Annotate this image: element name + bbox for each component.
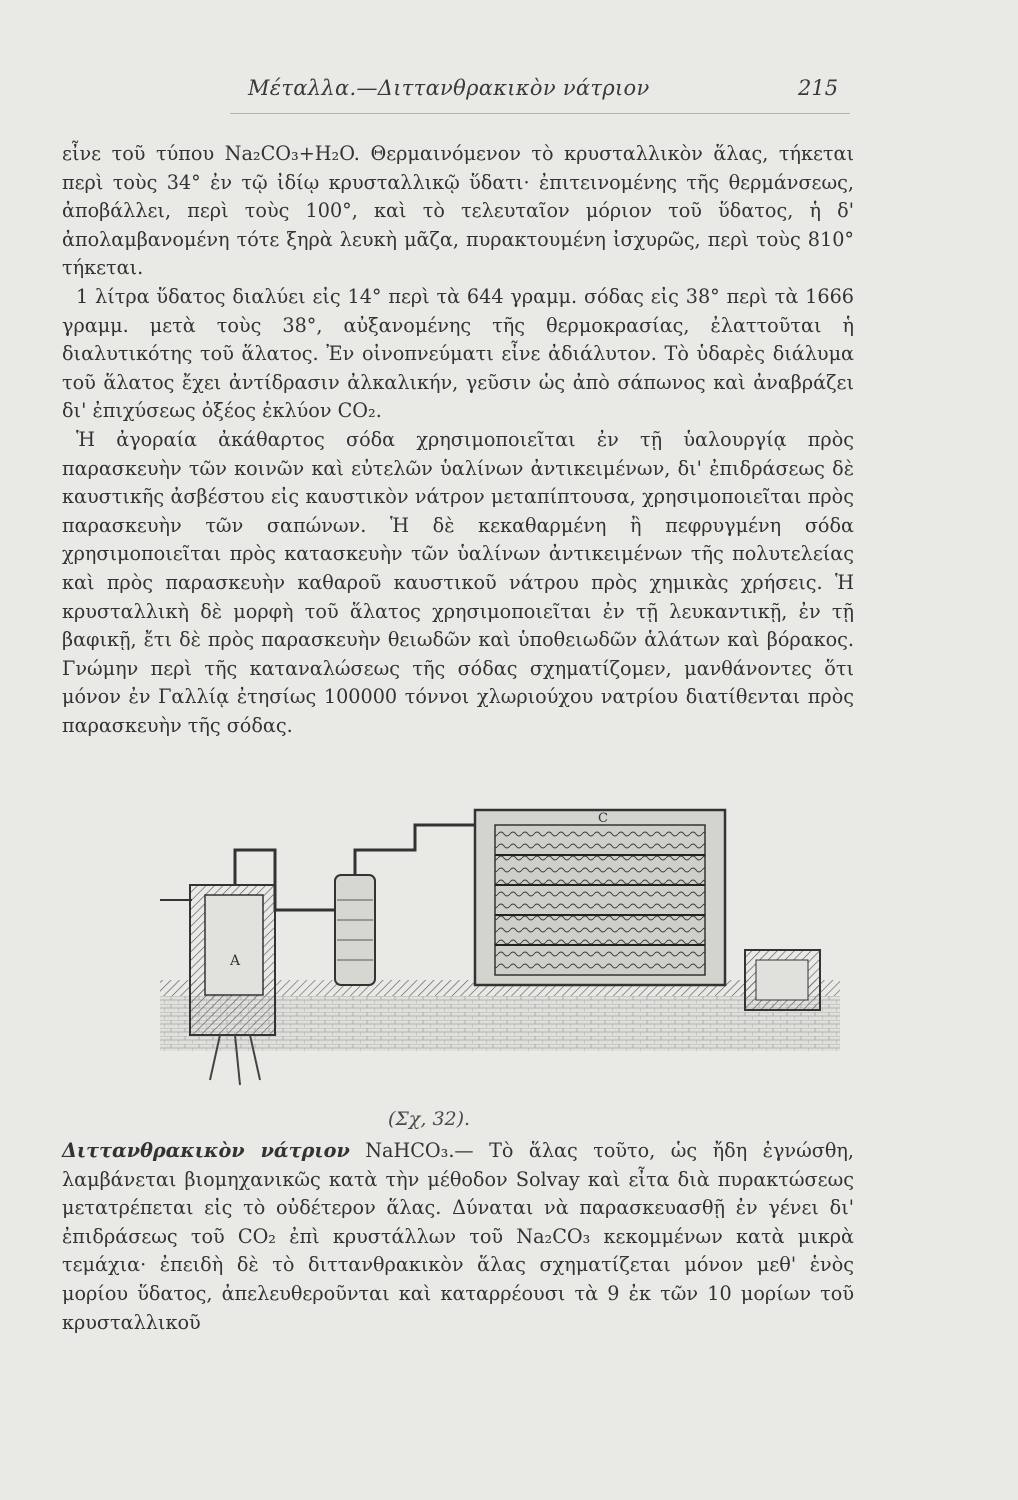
figure-caption: (Σχ, 32). bbox=[388, 1108, 471, 1130]
paragraph-1: εἶνε τοῦ τύπου Na₂CO₃+H₂O. Θερμαινόμενον τὸ κρυσταλλικὸν ἅλας, τήκεται περὶ τοὺς 34° ἐν τῷ ἰδίῳ κρυσταλλικῷ ὕδατι· ἐπιτεινομένης τῆς θερμάνσεως, ἀποβάλλει, περὶ τοὺς 100°, καὶ τὸ τελευταῖον μόριον τοῦ ὕδατος, ἡ δ' ἀπολαμβανομένη τότε ξηρὰ λευκὴ μᾶζα, πυρακτουμένη ἰσχυρῶς, περὶ τοὺς 810° τήκεται. bbox=[62, 142, 854, 280]
main-text bbox=[62, 140, 854, 740]
section-text: — Τὸ ἅλας τοῦτο, ὡς ἤδη ἐγνώσθη, λαμβάνεται βιομηχανικῶς κατὰ τὴν μέθοδον Solvay καὶ εἶτα διὰ πυρακτώσεως μετατρέπεται εἰς τὸ οὐδέτερον ἅλας. Δύναται νὰ παρασκευασθῇ ἐν γένει δι' ἐπιδράσεως τοῦ CO₂ ἐπὶ κρυστάλλων τοῦ Na₂CO₃ κεκομμένων κατὰ μικρὰ τεμάχια· ἐπειδὴ δὲ τὸ διττανθρακικὸν ἅλας σχηματίζεται μόνον μεθ' ἑνὸς μορίου ὕδατος, ἀπελευθεροῦνται καὶ καταρρέουσι τὰ 9 ἐκ τῶν 10 μορίων τοῦ κρυσταλλικοῦ bbox=[62, 1139, 854, 1334]
apparatus-illustration bbox=[150, 780, 850, 1110]
paragraph-2: 1 λίτρα ὕδατος διαλύει εἰς 14° περὶ τὰ 644 γραμμ. σόδας εἰς 38° περὶ τὰ 1666 γραμμ. μετὰ τοὺς 38°, αὐξανομένης τῆς θερμοκρασίας, ἐλαττοῦται ἡ διαλυτικότης τοῦ ἅλατος. Ἐν οἰνοπνεύματι εἶνε ἀδιάλυτον. Τὸ ὑδαρὲς διάλυμα τοῦ ἅλατος ἔχει ἀντίδρασιν ἀλκαλικήν, γεῦσιν ὡς ἀπὸ σάπωνος καὶ ἀναβράζει δι' ἐπιχύσεως ὀξέος ἐκλύον CO₂. bbox=[62, 284, 854, 423]
header-rule bbox=[230, 113, 850, 114]
section-formula: NaHCO₃. bbox=[365, 1139, 455, 1162]
page-number: 215 bbox=[798, 76, 839, 100]
connecting-tube-2 bbox=[355, 825, 475, 875]
generator-legs bbox=[210, 1035, 260, 1085]
section-heading: Διττανθρακικὸν νάτριον bbox=[62, 1139, 350, 1162]
label-a: A bbox=[230, 953, 241, 969]
drain-basin bbox=[756, 960, 808, 1000]
section-paragraph bbox=[62, 1137, 854, 1337]
generator-inner-a bbox=[205, 895, 263, 995]
running-title: Μέταλλα.—Διττανθρακικὸν νάτριον bbox=[248, 76, 650, 100]
label-c: C bbox=[598, 811, 608, 826]
paragraph-3: Ἡ ἀγοραία ἀκάθαρτος σόδα χρησιμοποιεῖται ἐν τῇ ὑαλουργίᾳ πρὸς παρασκευὴν τῶν κοινῶν καὶ εὐτελῶν ὑαλίνων ἀντικειμένων, δι' ἐπιδράσεως δὲ καυστικῆς ἀσβέστου εἰς καυστικὸν νάτρον μεταπίπτουσα, χρησιμοποιεῖται πρὸς παρασκευὴν τῶν σαπώνων. Ἡ δὲ κεκαθαρμένη ἢ πεφρυγμένη σόδα χρησιμοποιεῖται πρὸς κατασκευὴν τῶν ὑαλίνων ἀντικειμένων τῆς πολυτελείας καὶ πρὸς παρασκευὴν καθαροῦ καυστικοῦ νάτρου πρὸς χημικὰς χρήσεις. Ἡ κρυσταλλικὴ δὲ μορφὴ τοῦ ἅλατος χρησιμοποιεῖται ἐν τῇ λευκαντικῇ, ἐν τῇ βαφικῇ, ἔτι δὲ πρὸς παρασκευὴν θειωδῶν καὶ ὑποθειωδῶν ἁλάτων καὶ βόρακος. Γνώμην περὶ τῆς καταναλώσεως τῆς σόδας σχηματίζομεν, μανθάνοντες ὅτι μόνον ἐν Γαλλίᾳ ἐτησίως 100000 τόννοι χλωριούχου νατρίου διατίθενται πρὸς παρασκευὴν τῆς σόδας. bbox=[62, 427, 854, 737]
crystal-shelves bbox=[495, 825, 705, 975]
section-sodium-bicarbonate bbox=[62, 1137, 854, 1337]
page-header bbox=[0, 72, 1018, 106]
apparatus-figure bbox=[150, 780, 850, 1110]
wash-bottle bbox=[335, 875, 375, 985]
